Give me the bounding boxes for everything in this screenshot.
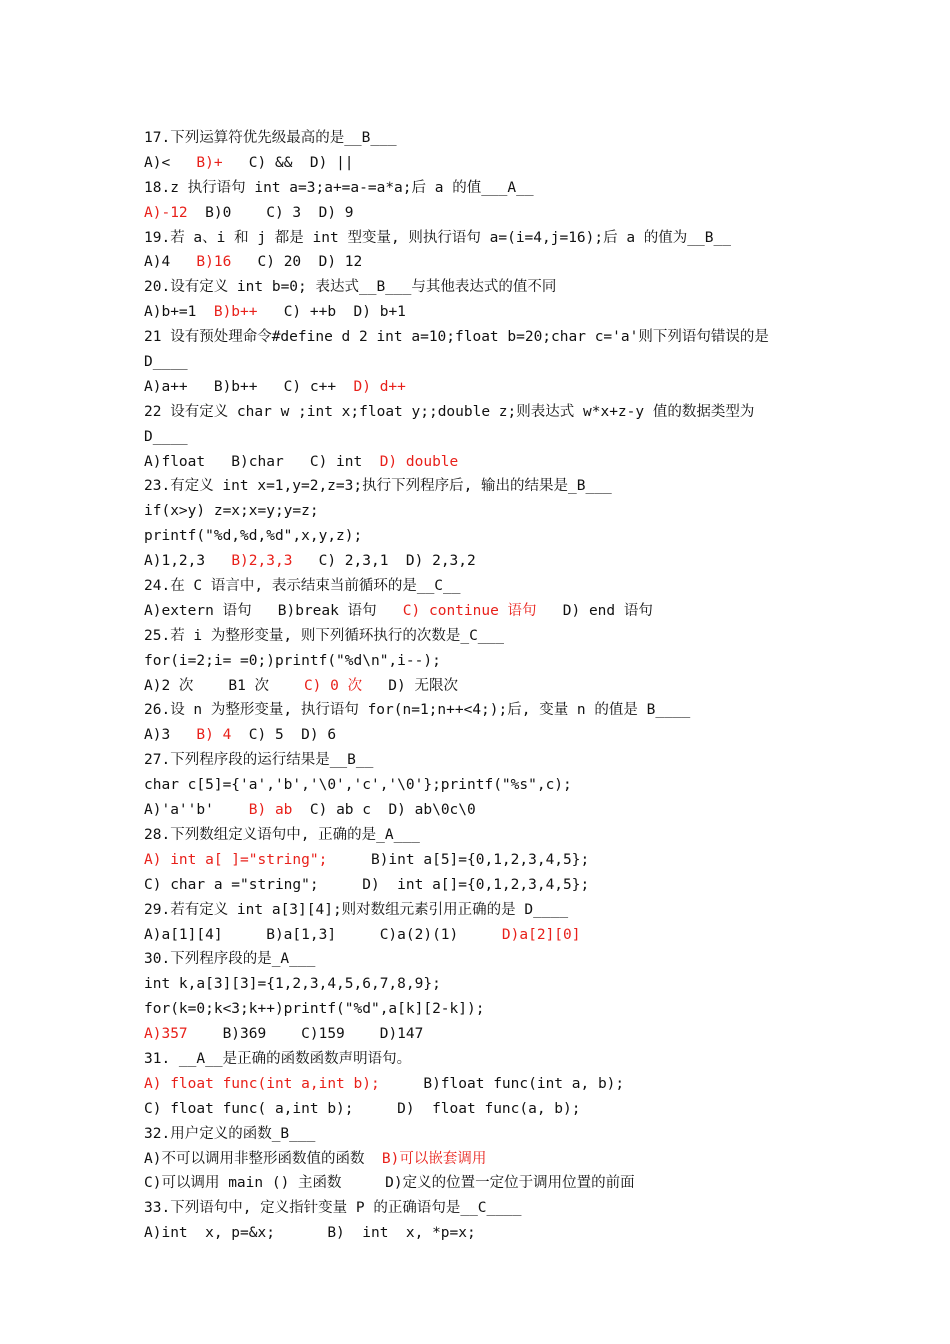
text-line (144, 325, 824, 350)
answer-text: B)可以嵌套调用 (381, 1150, 487, 1167)
text-line (144, 798, 824, 823)
line-text: for(i=2;i= =0;)printf("%d\n",i--); (144, 652, 441, 669)
line-text: 31. __A__是正确的函数函数声明语句。 (144, 1050, 412, 1067)
answer-text: A)357 (144, 1026, 188, 1043)
exam-questions (144, 126, 824, 1246)
answer-text: D)a[2][0] (501, 926, 581, 943)
line-text: C) 20 D) 12 (231, 254, 363, 271)
text-line (144, 947, 824, 972)
answer-text: A) int a[ ]="string"; (144, 851, 328, 868)
text-line (144, 375, 824, 400)
line-text: 26.设 n 为整形变量, 执行语句 for(n=1;n++<4;);后, 变量 n 的值是 B____ (144, 702, 691, 719)
text-line (144, 823, 824, 848)
answer-text: C) 0 次 (303, 677, 363, 694)
line-text: B)0 C) 3 D) 9 (187, 204, 354, 221)
line-text: 29.若有定义 int a[3][4];则对数组元素引用正确的是 D____ (144, 901, 569, 918)
text-line (144, 1097, 824, 1122)
text-line (144, 126, 824, 151)
text-line (144, 698, 824, 723)
line-text: 33.下列语句中, 定义指针变量 P 的正确语句是__C____ (144, 1200, 522, 1217)
line-text: A)不可以调用非整形函数值的函数 (144, 1150, 382, 1167)
answer-text: A)-12 (144, 204, 188, 221)
answer-text: C) continue 语句 (402, 602, 537, 619)
line-text: 20.设有定义 int b=0; 表达式__B___与其他表达式的值不同 (144, 279, 557, 296)
text-line (144, 599, 824, 624)
text-line (144, 1022, 824, 1047)
text-line (144, 748, 824, 773)
answer-text: B)b++ (213, 304, 258, 321)
text-line (144, 300, 824, 325)
line-text: 24.在 C 语言中, 表示结束当前循环的是__C__ (144, 578, 461, 595)
line-text: A)3 (144, 727, 197, 744)
text-line (144, 1047, 824, 1072)
line-text: D____ (144, 354, 188, 371)
text-line (144, 624, 824, 649)
answer-text: D) double (379, 453, 459, 470)
text-line (144, 524, 824, 549)
text-line (144, 848, 824, 873)
line-text: 17.下列运算符优先级最高的是__B___ (144, 130, 397, 146)
line-text: D) end 语句 (536, 602, 653, 619)
line-text: A)float B)char C) int (144, 453, 380, 470)
line-text: C) 5 D) 6 (231, 727, 337, 744)
line-text: A)b+=1 (144, 304, 214, 321)
line-text: A)a[1][4] B)a[1,3] C)a(2)(1) (144, 926, 502, 943)
text-line (144, 400, 824, 425)
line-text: 27.下列程序段的运行结果是__B__ (144, 752, 374, 769)
line-text: C) ++b D) b+1 (257, 304, 406, 321)
line-text: A)1,2,3 (144, 553, 232, 570)
answer-text: B)16 (196, 254, 232, 271)
text-line (144, 1147, 824, 1172)
line-text: C) char a ="string"; D) int a[]={0,1,2,3,4,5}; (144, 876, 590, 893)
text-line (144, 873, 824, 898)
text-line (144, 773, 824, 798)
line-text: B)369 C)159 D)147 (187, 1026, 424, 1043)
line-text: C)可以调用 main () 主函数 D)定义的位置一定位于调用位置的前面 (144, 1175, 635, 1192)
text-line (144, 1196, 824, 1221)
text-line (144, 574, 824, 599)
line-text: A)int x, p=&x; B) int x, *p=x; (144, 1225, 476, 1242)
text-line (144, 350, 824, 375)
text-line (144, 151, 824, 176)
text-line (144, 425, 824, 450)
text-line (144, 972, 824, 997)
answer-text: B) 4 (196, 727, 232, 744)
line-text: A)'a''b' (144, 802, 249, 819)
line-text: B)int a[5]={0,1,2,3,4,5}; (327, 851, 590, 868)
text-line (144, 1072, 824, 1097)
line-text: C) float func( a,int b); D) float func(a, b); (144, 1100, 581, 1117)
line-text: C) 2,3,1 D) 2,3,2 (292, 553, 476, 570)
line-text: printf("%d,%d,%d",x,y,z); (144, 528, 363, 545)
text-line (144, 1171, 824, 1196)
line-text: D) 无限次 (362, 677, 458, 694)
line-text: 23.有定义 int x=1,y=2,z=3;执行下列程序后, 输出的结果是_B___ (144, 478, 612, 495)
answer-text: B)2,3,3 (231, 553, 293, 570)
answer-text: A) float func(int a,int b); (144, 1075, 380, 1092)
text-line (144, 723, 824, 748)
text-line (144, 275, 824, 300)
text-line (144, 674, 824, 699)
line-text: 32.用户定义的函数_B___ (144, 1125, 316, 1142)
text-line (144, 474, 824, 499)
answer-text: B)+ (196, 154, 223, 171)
text-line (144, 1122, 824, 1147)
line-text: if(x>y) z=x;x=y;y=z; (144, 503, 319, 520)
text-line (144, 201, 824, 226)
line-text: A)< (144, 154, 197, 171)
line-text: 19.若 a、i 和 j 都是 int 型变量, 则执行语句 a=(i=4,j=16);后 a 的值为__B__ (144, 229, 731, 246)
line-text: 18.z 执行语句 int a=3;a+=a-=a*a;后 a 的值___A__ (144, 179, 534, 196)
text-line (144, 649, 824, 674)
line-text: for(k=0;k<3;k++)printf("%d",a[k][2-k]); (144, 1001, 485, 1018)
line-text: C) ab c D) ab\0c\0 (292, 802, 476, 819)
line-text: int k,a[3][3]={1,2,3,4,5,6,7,8,9}; (144, 976, 441, 993)
line-text: 21 设有预处理命令#define d 2 int a=10;float b=20;char c='a'则下列语句错误的是 (144, 329, 769, 346)
line-text: C) && D) || (222, 154, 354, 171)
line-text: A)4 (144, 254, 197, 271)
text-line (144, 1221, 824, 1246)
text-line (144, 176, 824, 201)
text-line (144, 923, 824, 948)
line-text: 25.若 i 为整形变量, 则下列循环执行的次数是_C___ (144, 627, 504, 644)
text-line (144, 499, 824, 524)
line-text: A)extern 语句 B)break 语句 (144, 602, 403, 619)
line-text: A)a++ B)b++ C) c++ (144, 378, 354, 395)
text-line (144, 997, 824, 1022)
answer-text: B) ab (248, 802, 293, 819)
text-line (144, 250, 824, 275)
line-text: D____ (144, 428, 188, 445)
line-text: char c[5]={'a','b','\0','c','\0'};printf("%s",c); (144, 777, 572, 794)
line-text: 22 设有定义 char w ;int x;float y;;double z;则表达式 w*x+z-y 值的数据类型为 (144, 403, 755, 420)
text-line (144, 898, 824, 923)
text-line (144, 450, 824, 475)
answer-text: D) d++ (353, 378, 406, 395)
text-line (144, 549, 824, 574)
line-text: 30.下列程序段的是_A___ (144, 951, 316, 968)
line-text: A)2 次 B1 次 (144, 677, 304, 694)
line-text: B)float func(int a, b); (379, 1075, 625, 1092)
text-line (144, 226, 824, 251)
line-text: 28.下列数组定义语句中, 正确的是_A___ (144, 826, 420, 843)
